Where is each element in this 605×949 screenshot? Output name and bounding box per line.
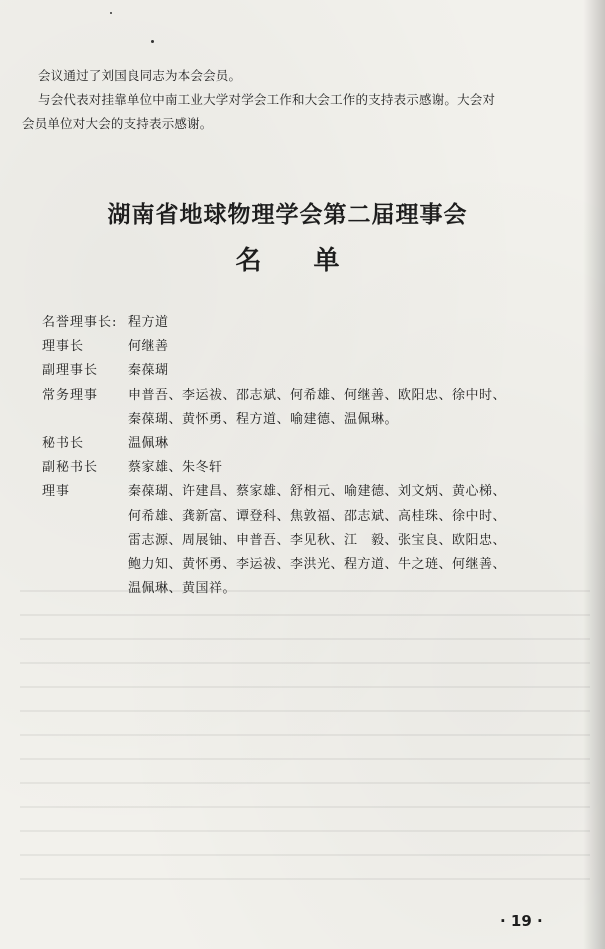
roster-row	[42, 480, 562, 601]
roster-name-line: 秦葆瑚、黄怀勇、程方道、喻建德、温佩琳。	[128, 411, 399, 427]
roster-name-line: 何继善	[128, 339, 169, 355]
roster-role: 副理事长	[42, 363, 99, 379]
scan-speck	[110, 12, 112, 14]
roster-name-line: 秦葆瑚	[128, 363, 169, 379]
roster-names	[128, 432, 562, 456]
roster-role: 名誉理事长:	[42, 315, 118, 330]
intro-line-1: 会议通过了刘国良同志为本会会员。	[38, 68, 242, 83]
roster-names	[128, 335, 562, 359]
roster-name-line: 雷志源、周展铀、申普吾、李见秋、江 毅、张宝良、欧阳忠、	[128, 532, 507, 548]
roster-role: 常务理事	[42, 387, 99, 403]
roster-name-line: 温佩琳	[128, 436, 169, 452]
roster-names	[128, 456, 562, 480]
roster-name-line: 申普吾、李运祓、邵志斌、何希雄、何继善、欧阳忠、徐中时、	[128, 387, 507, 403]
roster-row	[42, 359, 562, 383]
roster-names	[128, 480, 562, 601]
roster-row	[42, 311, 562, 335]
roster-row	[42, 432, 562, 456]
intro-line-3: 会员单位对大会的支持表示感谢。	[22, 116, 213, 131]
roster-name-line: 何希雄、龚新富、谭登科、焦敦福、邵志斌、高桂珠、徐中时、	[128, 508, 507, 524]
roster-names	[128, 311, 562, 335]
roster-role: 秘书长	[42, 436, 85, 452]
scan-speck	[151, 40, 154, 43]
roster-name-line: 蔡家雄、朱冬轩	[128, 460, 223, 476]
bleed-through-texture	[20, 590, 590, 880]
roster-name-line: 鲍力知、黄怀勇、李运祓、李洪光、程方道、牛之琏、何继善、	[128, 557, 507, 573]
intro-line-2: 与会代表对挂靠单位中南工业大学对学会工作和大会工作的支持表示感谢。大会对	[38, 92, 496, 107]
roster-role: 理事	[42, 484, 71, 500]
roster-names	[128, 384, 562, 432]
roster-list	[42, 311, 562, 601]
page-number: · 19 ·	[500, 912, 543, 930]
roster-row	[42, 384, 562, 432]
roster-role: 副秘书长	[42, 460, 99, 476]
roster-role: 理事长	[42, 339, 85, 355]
roster-names	[128, 359, 562, 383]
roster-name-line: 程方道	[128, 315, 169, 330]
roster-name-line: 温佩琳、黄国祥。	[128, 581, 237, 597]
roster-row	[42, 335, 562, 359]
page-subtitle: 名单	[235, 246, 392, 276]
roster-row	[42, 456, 562, 480]
page-edge-shadow	[583, 0, 605, 949]
page-title: 湖南省地球物理学会第二届理事会	[107, 202, 468, 228]
roster-name-line: 秦葆瑚、许建昌、蔡家雄、舒相元、喻建德、刘文炳、黄心梯、	[128, 484, 507, 500]
intro-paragraph	[22, 64, 582, 136]
